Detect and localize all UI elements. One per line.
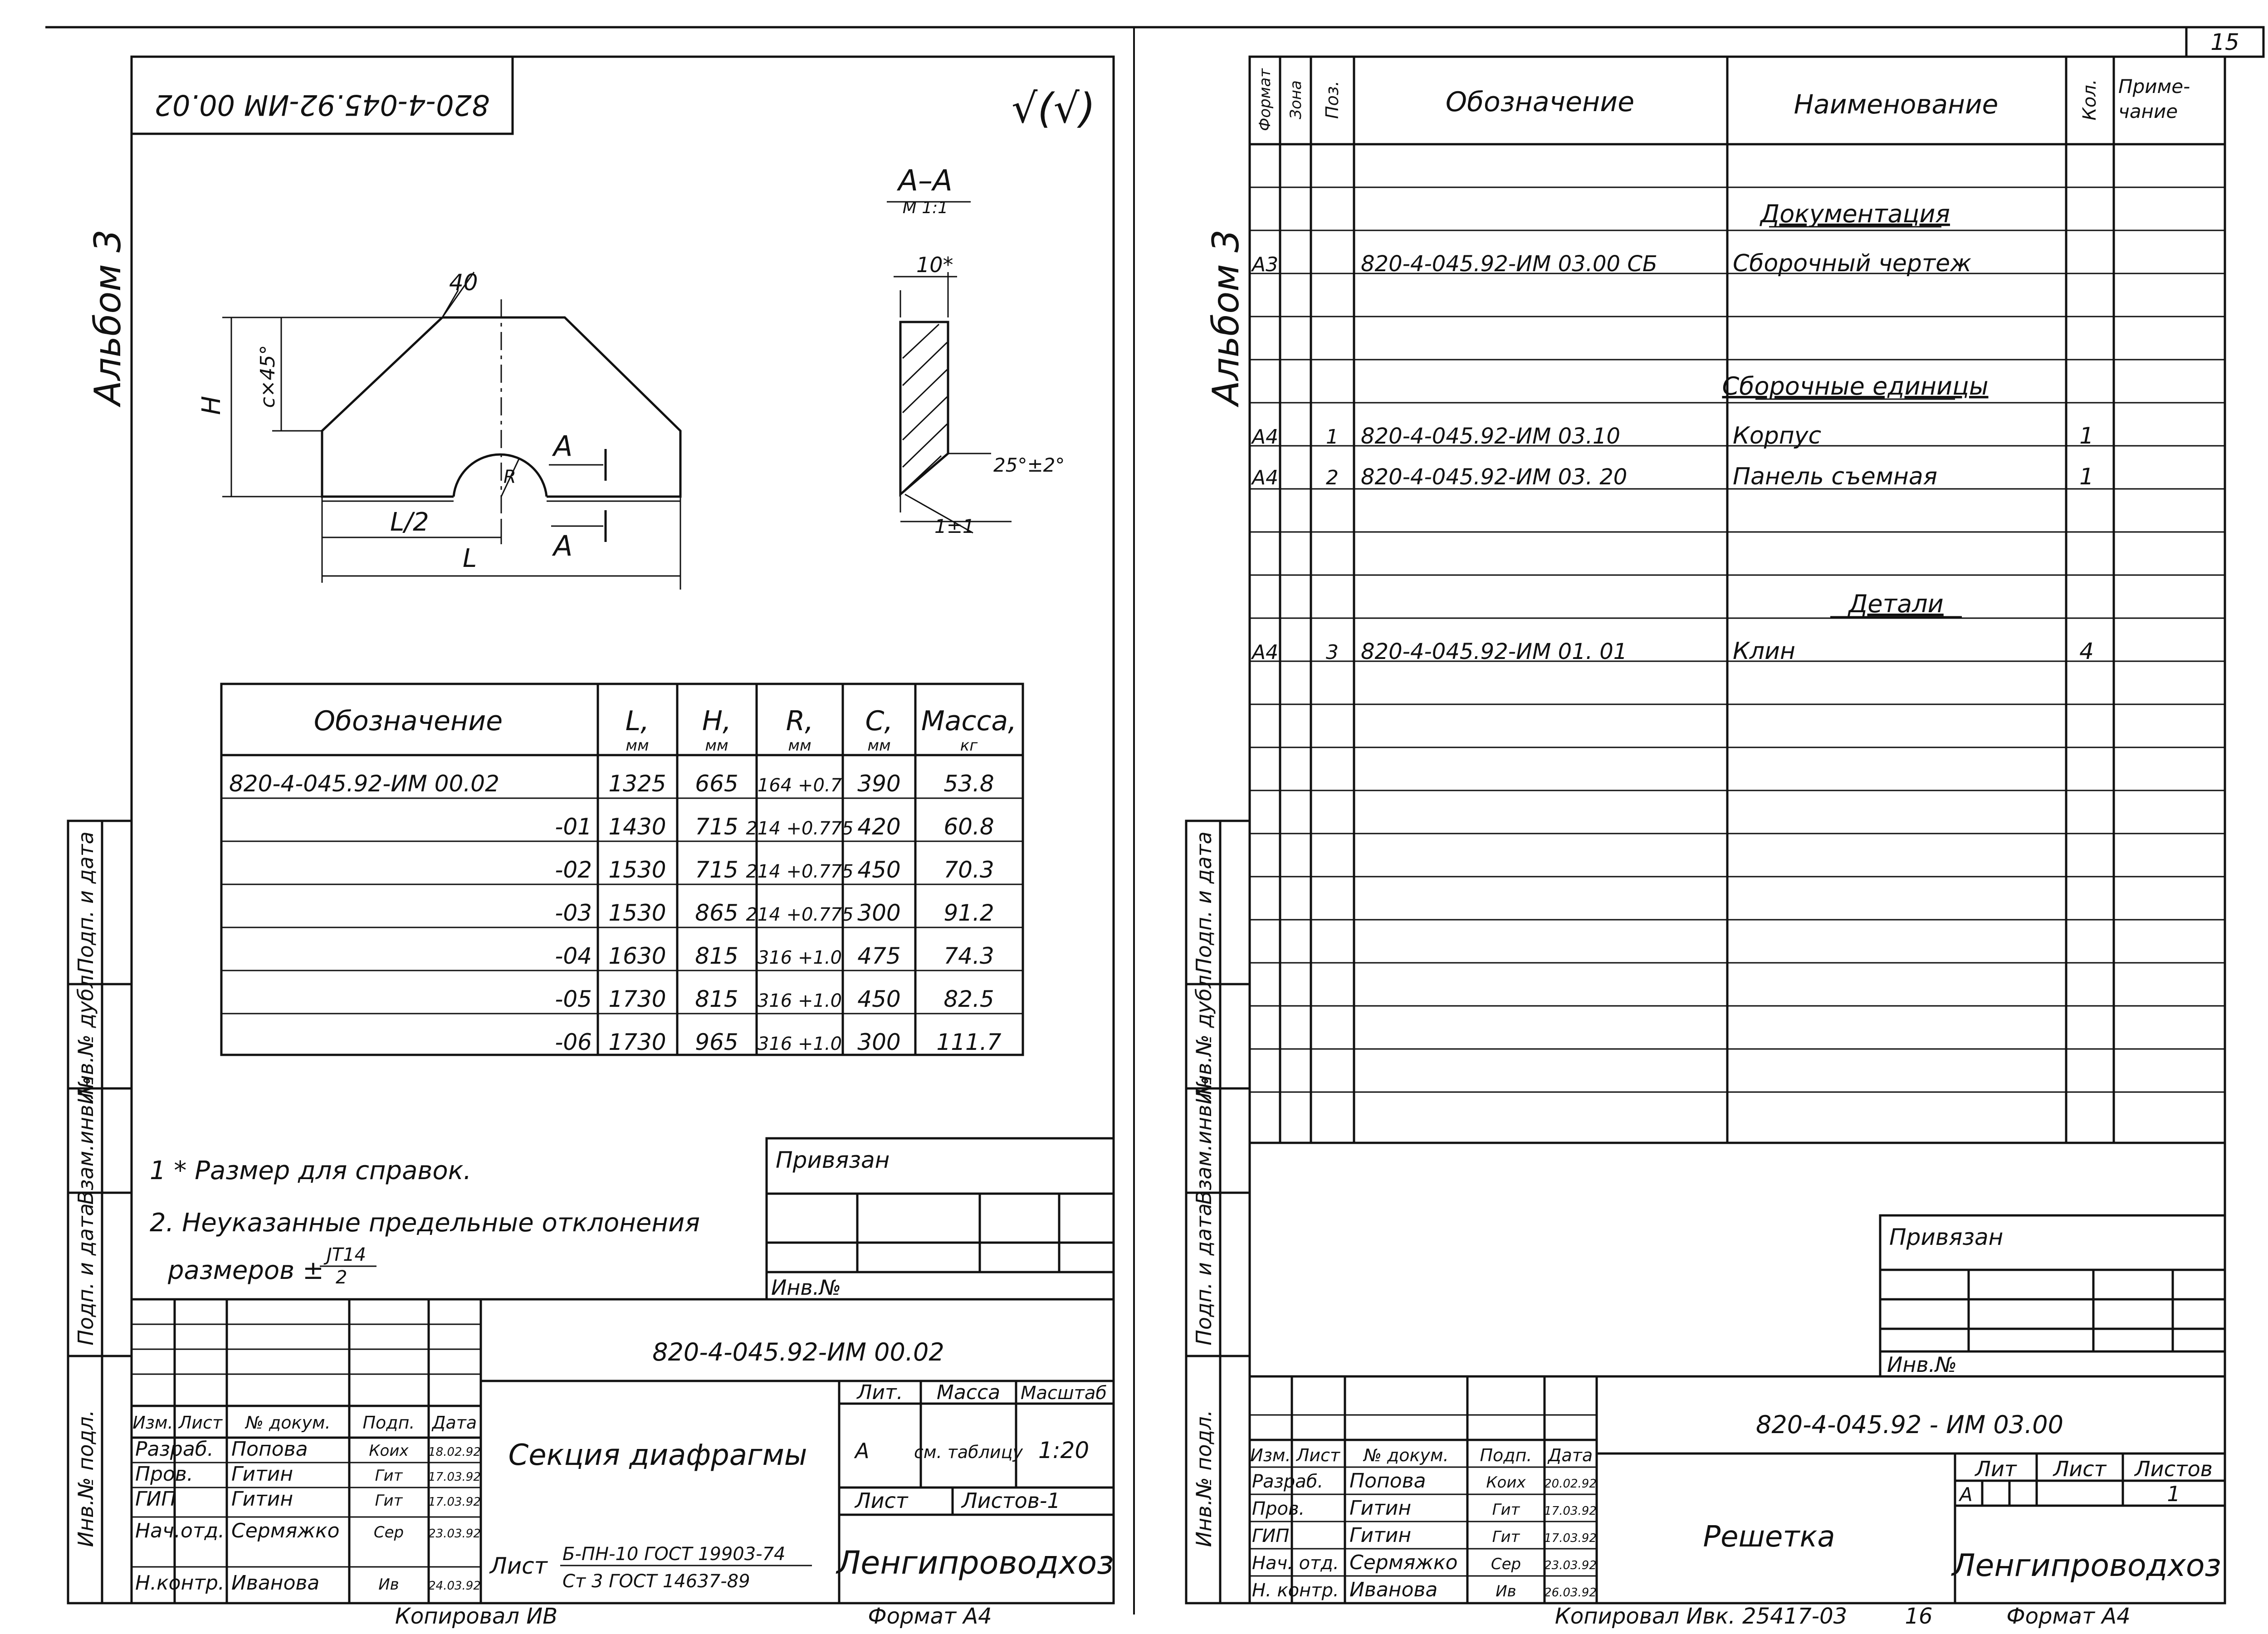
right-footer-copied: Копировал Ивк. 25417-03 — [1554, 1604, 1848, 1629]
page-number: 15 — [2210, 29, 2239, 55]
spec-header-zone: Зона — [1287, 80, 1305, 119]
left-footer-copied: Копировал ИВ — [395, 1604, 558, 1629]
dim-L: L — [463, 544, 477, 573]
left-stamp-date: 23.03.92 — [428, 1527, 481, 1541]
roughness-symbol: √(√) — [1012, 85, 1095, 132]
left-stamp-person: Гитин — [231, 1463, 293, 1486]
left-stamp-name: Секция диафрагмы — [508, 1439, 807, 1472]
left-stamp-person: Сермяжко — [231, 1519, 340, 1542]
section-mark-a-bottom: А — [553, 529, 573, 562]
ptable-header: R, — [786, 705, 814, 737]
left-stamp-col-header: Подп. — [362, 1413, 415, 1433]
ptable-cell: 665 — [695, 771, 738, 797]
right-stamp-signature: Сер — [1491, 1555, 1521, 1573]
section-label: А–А — [898, 164, 953, 198]
right-stamp-role: Пров. — [1252, 1498, 1305, 1519]
left-side-podp-1: Подп. и дата — [73, 831, 98, 974]
dim-10: 10* — [916, 253, 953, 277]
section-scale: М 1:1 — [902, 199, 948, 217]
left-stamp-role: Разраб. — [135, 1438, 214, 1461]
right-org: Ленгипроводхоз — [1952, 1548, 2221, 1584]
ptable-cell: 300 — [857, 1029, 901, 1055]
ptable-cell: 70.3 — [943, 857, 994, 883]
left-stamp-role: ГИП — [135, 1488, 176, 1511]
ptable-cell-code: -06 — [555, 1029, 592, 1055]
right-stamp-person: Сермяжко — [1349, 1551, 1458, 1574]
left-stamp-person: Иванова — [231, 1571, 320, 1595]
left-stamp-signature: Сер — [373, 1523, 404, 1541]
ptable-cell: 82.5 — [943, 986, 994, 1012]
left-material-bottom: Ст 3 ГОСТ 14637-89 — [562, 1571, 750, 1592]
spec-cell-name: Панель съемная — [1733, 463, 1938, 490]
left-stamp-person: Попова — [231, 1438, 308, 1461]
spec-cell-code: 820-4-045.92-ИМ 01. 01 — [1361, 639, 1628, 664]
ptable-cell: 1730 — [608, 986, 666, 1012]
spec-section-details: Детали — [1848, 590, 1944, 618]
right-stamp-signature: Гит — [1492, 1501, 1520, 1519]
dim-H: H — [197, 395, 226, 415]
right-stamp-col-header: Дата — [1548, 1445, 1593, 1465]
ptable-cell: 74.3 — [943, 943, 994, 969]
ptable-cell: 53.8 — [943, 771, 994, 797]
ptable-cell: 815 — [695, 986, 738, 1012]
ptable-cell: 1530 — [608, 900, 666, 926]
left-stamp-col-header: Изм. — [132, 1413, 173, 1433]
note-tolerance-den: 2 — [336, 1267, 347, 1288]
right-stamp-col-header: № докум. — [1364, 1445, 1449, 1465]
right-stamp-signature: Коих — [1486, 1473, 1526, 1492]
ptable-unit: мм — [705, 737, 728, 755]
right-stamp-signature: Гит — [1492, 1528, 1520, 1546]
ptable-cell: 316 +1.0 — [757, 1034, 842, 1054]
spec-header-qty: Кол. — [2079, 79, 2100, 121]
right-stamp-date: 23.03.92 — [1544, 1559, 1597, 1572]
right-footer-format: Формат А4 — [2006, 1604, 2131, 1629]
ptable-cell: 865 — [695, 900, 738, 926]
left-stamp-signature: Гит — [375, 1467, 403, 1485]
ptable-cell: 164 +0.7 — [757, 775, 842, 796]
left-material-top: Б-ПН-10 ГОСТ 19903-74 — [562, 1544, 786, 1565]
right-stamp-person: Гитин — [1349, 1524, 1412, 1547]
left-stamp-role: Пров. — [135, 1463, 193, 1486]
ptable-cell: 300 — [857, 900, 901, 926]
spec-header-note-1: Приме- — [2118, 75, 2190, 98]
right-lit: А — [1960, 1483, 1973, 1506]
left-stamp-person: Гитин — [231, 1488, 293, 1511]
right-stamp-role: Нач. отд. — [1252, 1553, 1339, 1574]
left-sheets-label: Листов-1 — [962, 1488, 1061, 1513]
spec-cell-name: Корпус — [1733, 422, 1822, 449]
spec-header-note-2: чание — [2118, 100, 2178, 122]
dim-c45: c×45° — [256, 345, 279, 408]
spec-cell-pos: 3 — [1326, 641, 1339, 664]
ptable-cell: 91.2 — [943, 900, 994, 926]
ptable-cell: 965 — [695, 1029, 738, 1055]
ptable-header: H, — [702, 705, 732, 737]
left-side-vzam: Взам.инв.№ — [73, 1076, 98, 1205]
left-stamp-date: 18.02.92 — [428, 1445, 481, 1459]
ptable-cell: 815 — [695, 943, 738, 969]
note-2: 2. Неуказанные предельные отклонения — [150, 1208, 700, 1238]
spec-cell-format: А4 — [1252, 641, 1279, 664]
spec-cell-name: Клин — [1733, 638, 1795, 665]
ptable-cell: 1530 — [608, 857, 666, 883]
ptable-cell: 1630 — [608, 943, 666, 969]
spec-cell-qty: 1 — [2079, 463, 2094, 490]
right-side-inv-dubl: Инв.№ дубл. — [1192, 968, 1216, 1105]
right-stamp-signature: Ив — [1496, 1582, 1516, 1600]
right-privyazan: Привязан — [1889, 1224, 2004, 1250]
left-stamp-col-header: Дата — [432, 1413, 477, 1433]
ptable-cell: 390 — [857, 771, 901, 797]
right-album-label: Альбом 3 — [1205, 229, 1247, 405]
ptable-cell: 214 +0.775 — [746, 861, 854, 882]
left-stamp-date: 24.03.92 — [428, 1579, 481, 1593]
left-privyazan: Привязан — [776, 1147, 890, 1173]
ptable-cell-code: -02 — [555, 857, 592, 883]
section-hatching — [903, 324, 947, 490]
ptable-cell: 1430 — [608, 814, 666, 840]
left-inv-no: Инв.№ — [771, 1275, 841, 1300]
left-stamp-role: Нач.отд. — [135, 1519, 225, 1542]
detail-notch-arc — [454, 454, 547, 497]
spec-header-format: Формат — [1256, 68, 1274, 131]
ptable-cell: 214 +0.775 — [746, 818, 854, 839]
right-stamp-role: Н. контр. — [1252, 1580, 1339, 1601]
section-mark-a-top: А — [553, 429, 573, 463]
dim-25: 25°±2° — [993, 454, 1065, 476]
right-side-podp-1: Подп. и дата — [1192, 831, 1216, 974]
spec-section-assemblies: Сборочные единицы — [1722, 372, 1989, 400]
dim-1: 1±1 — [934, 515, 975, 537]
spec-cell-format: А4 — [1252, 425, 1279, 449]
note-2b: размеров ± — [168, 1256, 324, 1285]
spec-cell-name: Сборочный чертеж — [1733, 250, 1971, 277]
note-tolerance-num: JT14 — [327, 1244, 367, 1265]
ptable-cell-code: -05 — [555, 986, 592, 1012]
note-1: 1 * Размер для справок. — [150, 1156, 472, 1185]
detail-outline-left — [322, 317, 454, 497]
right-sheets-header: Листов — [2135, 1457, 2213, 1481]
spec-cell-code: 820-4-045.92-ИМ 03. 20 — [1361, 464, 1628, 490]
spec-cell-pos: 1 — [1326, 425, 1339, 449]
left-stamp-date: 17.03.92 — [428, 1495, 481, 1509]
right-side-podp-2: Подп. и дата — [1192, 1203, 1216, 1346]
right-stamp-date: 26.03.92 — [1544, 1586, 1597, 1600]
spec-header-name: Наименование — [1794, 89, 1999, 120]
right-stamp-col-header: Подп. — [1480, 1445, 1532, 1465]
ptable-header: C, — [865, 705, 893, 737]
ptable-unit: мм — [788, 737, 811, 755]
ptable-cell-code: -03 — [555, 900, 592, 926]
left-material-prefix: Лист — [490, 1553, 547, 1579]
right-stamp-role: Разраб. — [1252, 1471, 1324, 1492]
left-scale-header: Масштаб — [1020, 1383, 1107, 1404]
right-stamp-name: Решетка — [1703, 1520, 1835, 1554]
left-stamp-code: 820-4-045.92-ИМ 00.02 — [652, 1338, 944, 1366]
spec-header-pos: Поз. — [1322, 80, 1342, 119]
left-side-podp-2: Подп. и дата — [73, 1203, 98, 1346]
ptable-cell: 475 — [857, 943, 901, 969]
right-lit-header: Лит — [1975, 1457, 2017, 1481]
ptable-cell: 214 +0.775 — [746, 904, 854, 925]
right-stamp-date: 20.02.92 — [1544, 1477, 1597, 1491]
spec-cell-format: А4 — [1252, 466, 1279, 489]
left-scale: 1:20 — [1038, 1437, 1090, 1463]
spec-cell-qty: 1 — [2079, 423, 2094, 449]
right-stamp-date: 17.03.92 — [1544, 1504, 1597, 1518]
ptable-cell: 1325 — [608, 771, 666, 797]
left-stamp-signature: Коих — [369, 1442, 409, 1460]
left-stamp-col-header: Лист — [178, 1413, 223, 1433]
ptable-cell: 715 — [695, 814, 738, 840]
ptable-cell: 1730 — [608, 1029, 666, 1055]
left-album-label: Альбом 3 — [87, 229, 129, 405]
ptable-cell: 111.7 — [936, 1029, 1002, 1055]
right-stamp-person: Попова — [1349, 1469, 1426, 1493]
left-rotated-code: 820-4-045.92-ИМ 00.02 — [154, 88, 490, 122]
ptable-cell: 316 +1.0 — [757, 990, 842, 1011]
dim-R: R — [503, 467, 516, 488]
parameter-table-text — [229, 705, 1017, 1055]
spec-section-docs: Документация — [1760, 200, 1950, 228]
left-org: Ленгипроводхоз — [836, 1544, 1114, 1581]
right-footer-page: 16 — [1905, 1604, 1933, 1629]
ptable-header: Обозначение — [313, 705, 503, 737]
right-stamp-code: 820-4-045.92 - ИМ 03.00 — [1756, 1410, 2063, 1439]
spec-header-code: Обозначение — [1445, 86, 1635, 118]
ptable-cell: 316 +1.0 — [757, 947, 842, 968]
ptable-cell: 450 — [857, 857, 901, 883]
spec-cell-format: А3 — [1252, 253, 1279, 276]
left-stamp-signature: Гит — [375, 1492, 403, 1510]
right-sheets: 1 — [2167, 1482, 2180, 1506]
spec-cell-qty: 4 — [2079, 638, 2094, 664]
left-side-inv-podl: Инв.№ подл. — [73, 1410, 98, 1547]
right-sheet-frame — [1250, 57, 2225, 1603]
right-stamp-col-header: Изм. — [1250, 1445, 1291, 1465]
ptable-cell-code: -01 — [555, 814, 592, 840]
left-lit-header: Лит. — [857, 1381, 903, 1404]
right-stamp-col-header: Лист — [1296, 1445, 1340, 1465]
ptable-cell: 715 — [695, 857, 738, 883]
left-stamp-date: 17.03.92 — [428, 1470, 481, 1484]
right-inv-no: Инв.№ — [1887, 1352, 1957, 1377]
dim-40: 40 — [449, 269, 478, 296]
ptable-cell-code: -04 — [555, 943, 592, 969]
right-stamp-date: 17.03.92 — [1544, 1532, 1597, 1545]
detail-outline-right — [442, 317, 680, 497]
ptable-unit: мм — [626, 737, 649, 755]
spec-cell-pos: 2 — [1326, 466, 1339, 489]
spec-rows — [1251, 250, 2094, 665]
right-side-vzam: Взам.инв.№ — [1192, 1076, 1216, 1205]
left-mass: см. таблицу — [914, 1442, 1023, 1462]
right-sheet-header: Лист — [2053, 1457, 2107, 1481]
dim-L2: L/2 — [390, 507, 429, 537]
left-stamp-role: Н.контр. — [135, 1571, 225, 1595]
right-side-inv-podl: Инв.№ подл. — [1192, 1410, 1216, 1547]
spec-cell-code: 820-4-045.92-ИМ 03.10 — [1361, 424, 1621, 449]
left-stamp-signature: Ив — [378, 1575, 399, 1594]
ptable-unit: мм — [867, 737, 891, 755]
ptable-cell-code: 820-4-045.92-ИМ 00.02 — [229, 771, 499, 797]
right-stamp-person: Иванова — [1349, 1578, 1438, 1601]
left-stamp-col-header: № докум. — [245, 1413, 331, 1433]
ptable-header: Масса, — [921, 705, 1017, 737]
right-stamp-person: Гитин — [1349, 1497, 1412, 1520]
right-stamp-role: ГИП — [1252, 1526, 1290, 1546]
ptable-cell: 420 — [857, 814, 901, 840]
left-footer-format: Формат А4 — [868, 1604, 992, 1629]
ptable-cell: 450 — [857, 986, 901, 1012]
spec-cell-code: 820-4-045.92-ИМ 03.00 СБ — [1361, 251, 1657, 277]
left-side-inv-dubl: Инв.№ дубл. — [73, 968, 98, 1105]
ptable-cell: 60.8 — [943, 814, 994, 840]
left-mass-header: Масса — [936, 1381, 1001, 1404]
left-lit: А — [855, 1439, 870, 1463]
ptable-header: L, — [625, 705, 650, 737]
left-sheet-label: Лист — [855, 1488, 908, 1513]
ptable-unit: кг — [960, 737, 978, 755]
